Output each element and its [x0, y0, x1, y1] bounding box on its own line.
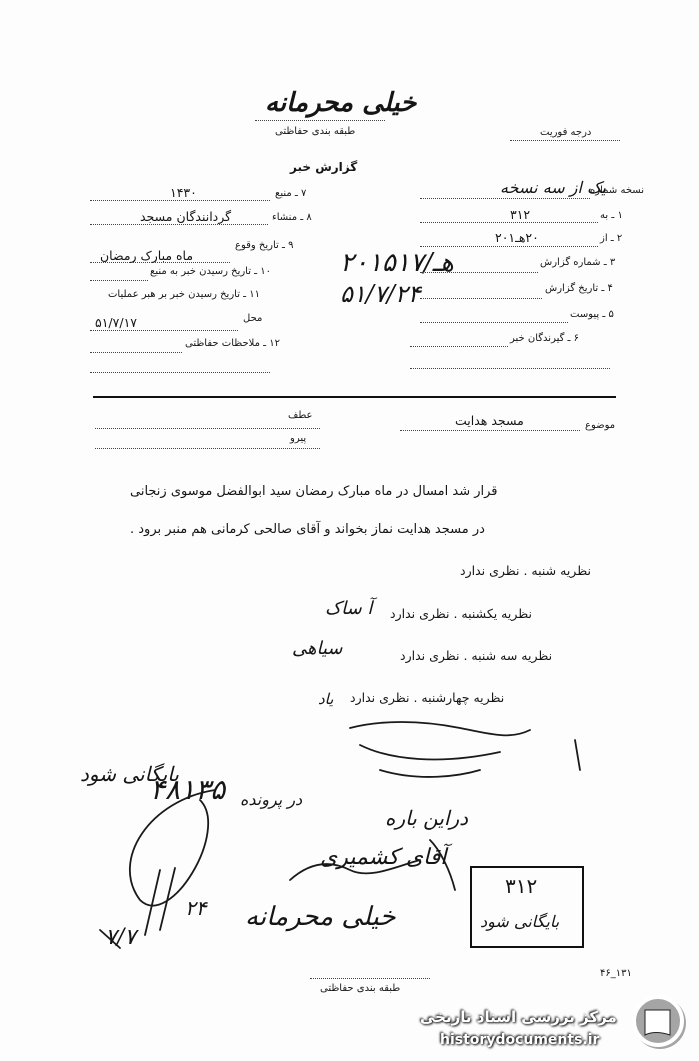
- field-label-to: ۱ ـ به: [600, 210, 623, 221]
- field-value-copy-number: یک از سه نسخه: [500, 178, 606, 197]
- header-classification-handwritten: خیلی محرمانه: [265, 88, 417, 118]
- watermark-title: مرکز بررسی اسناد تاریخی: [420, 1008, 617, 1026]
- field-label-source: ۷ ـ منبع: [275, 188, 307, 199]
- handwritten-note-1: آ ساک: [325, 598, 373, 619]
- handwritten-note-4: ۴۸۱۳۵: [150, 773, 226, 806]
- field-label-place: محل: [243, 313, 263, 324]
- handwritten-classification-bottom: خیلی محرمانه: [245, 902, 396, 932]
- atf-label: عطف: [288, 410, 313, 421]
- body-line-4: نظریه یکشنبه . نظری ندارد: [390, 606, 532, 621]
- handwritten-note-3: یاد: [318, 690, 334, 708]
- handwritten-note-6: در پرونده: [240, 790, 303, 809]
- field-label-event-date: ۹ ـ تاریخ وقوع: [235, 240, 294, 251]
- field-label-from: ۲ ـ از: [600, 233, 623, 244]
- field-label-copy-number: نسخه شماره: [590, 185, 644, 196]
- footer-form-code: ۴۶_۱۳۱: [600, 968, 632, 979]
- field-label-security-notes: ۱۲ ـ ملاحظات حفاظتی: [185, 338, 280, 349]
- body-line-6: نظریه چهارشنبه . نظری ندارد: [350, 690, 505, 705]
- handwritten-note-7: دراین باره: [385, 806, 469, 830]
- field-label-origin: ۸ ـ منشاء: [272, 212, 312, 223]
- handwritten-note-10: ۷/۷: [105, 925, 137, 950]
- subject-label: موضوع: [585, 420, 616, 431]
- handwritten-note-5: بایگانی شود: [80, 762, 179, 786]
- stamp-number: ۳۱۲: [505, 874, 538, 898]
- subject-value: مسجد هدایت: [455, 413, 524, 428]
- body-line-2: در مسجد هدایت نماز بخواند و آقای صالحی کرمانی هم منبر برود .: [130, 522, 485, 537]
- field-value-place: ۵۱/۷/۱۷: [95, 315, 137, 330]
- field-value-report-date: ۵۱/۷/۲۴: [340, 280, 421, 308]
- watermark-url: historydocuments.ir: [440, 1032, 600, 1048]
- body-line-1: قرار شد امسال در ماه مبارک رمضان سید ابوالفضل موسوی زنجانی: [130, 484, 498, 499]
- field-label-recipients: ۶ ـ گیرندگان خبر: [510, 333, 580, 344]
- handwritten-note-9: ۲۴: [185, 896, 207, 920]
- header-classification-caption: طبقه بندی حفاظتی: [275, 126, 356, 137]
- priority-label: درجه فوریت: [540, 127, 592, 138]
- stamp-text: بایگانی شود: [480, 912, 560, 931]
- field-value-event-date: ماه مبارک رمضان: [100, 248, 194, 263]
- field-value-report-number: ۲۰هـ/۱۵۱۷: [340, 248, 454, 278]
- field-label-date-to-operations: ۱۱ ـ تاریخ رسیدن خبر بر هبر عملیات: [108, 289, 261, 300]
- field-value-origin: گردانندگان مسجد: [140, 209, 232, 224]
- field-label-report-number: ۳ ـ شماره گزارش: [540, 257, 616, 268]
- handwritten-note-8: آقای کشمیری: [320, 845, 447, 870]
- handwritten-note-2: سیاهی: [292, 638, 343, 659]
- footer-classification-caption: طبقه بندی حفاظتی: [320, 983, 401, 994]
- field-label-attachment: ۵ ـ پیوست: [570, 309, 614, 320]
- field-value-to: ۳۱۲: [510, 207, 531, 222]
- field-label-report-date: ۴ ـ تاریخ گزارش: [545, 283, 613, 294]
- body-line-3: نظریه شنبه . نظری ندارد: [460, 563, 591, 578]
- field-label-date-to-source: ۱۰ ـ تاریخ رسیدن خبر به منبع: [150, 266, 272, 277]
- field-value-source: ۱۴۳۰: [170, 185, 197, 200]
- field-value-from: ۲۰هـ۲۰۱: [495, 230, 539, 245]
- body-line-5: نظریه سه شنبه . نظری ندارد: [400, 648, 553, 663]
- peyro-label: پیرو: [290, 433, 307, 444]
- report-title: گزارش خبر: [290, 160, 358, 174]
